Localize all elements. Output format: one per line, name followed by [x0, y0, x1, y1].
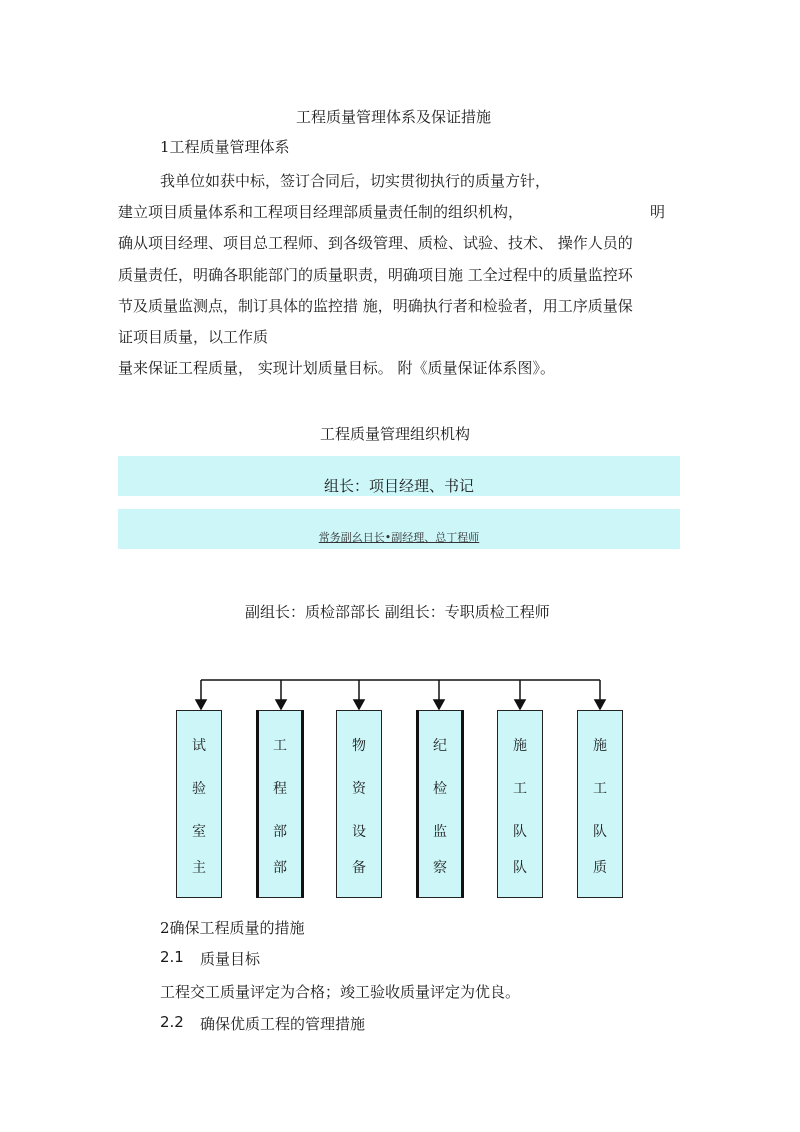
para-line-4: 质量责任，明确各职能部门的质量职责，明确项目施 工全过程中的质量监控环: [118, 266, 633, 284]
box-char: 工: [273, 738, 287, 754]
box-char: 设: [352, 824, 366, 840]
box-char: 备: [352, 860, 366, 876]
para-line-5: 节及质量监测点，制订具体的监控措 施，明确执行者和检验者，用工序质量保: [118, 297, 633, 315]
box-char: 纪: [433, 738, 447, 754]
dept-box-team-1: [497, 710, 543, 898]
dept-box-engineering: [256, 710, 304, 898]
leader-text: 组长：项目经理、书记: [323, 477, 474, 495]
para-line-3: 确从项目经理、项目总工程师、到各级管理、质检、试验、技术、 操作人员的: [118, 234, 633, 252]
box-char: 部: [273, 860, 287, 876]
s21-number: 2.1: [160, 948, 184, 966]
box-char: 程: [273, 781, 287, 797]
para-line-6: 证项目质量，以工作质: [118, 328, 269, 346]
s22-number: 2.2: [160, 1013, 184, 1031]
box-char: 验: [192, 781, 206, 797]
box-char: 施: [513, 738, 527, 754]
box-char: 试: [192, 738, 206, 754]
s22-title: 确保优质工程的管理措施: [200, 1015, 366, 1033]
box-char: 工: [513, 781, 527, 797]
box-char: 施: [593, 738, 607, 754]
para-line-2-tail: 明: [650, 203, 666, 221]
s21-title: 质量目标: [200, 950, 261, 968]
org-chart-title: 工程质量管理组织机构: [320, 425, 471, 443]
dept-box-team-2: [577, 710, 623, 898]
para-line-2: 建立项目质量体系和工程项目经理部质量责任制的组织机构，: [118, 203, 524, 221]
section1-heading: 1工程质量管理体系: [160, 138, 290, 156]
box-char: 监: [433, 824, 447, 840]
section2-heading: 2确保工程质量的措施: [160, 919, 305, 937]
box-char: 察: [433, 860, 447, 876]
vice-leader-text: 常务副幺日长•副经理、总丁程师: [318, 531, 480, 544]
box-char: 质: [593, 860, 607, 876]
box-char: 队: [513, 824, 527, 840]
page-title: 工程质量管理体系及保证措施: [296, 108, 492, 126]
box-char: 队: [513, 860, 527, 876]
dept-box-discipline: [416, 710, 464, 898]
box-char: 主: [192, 860, 206, 876]
para-line-7: 量来保证工程质量， 实现计划质量目标。 附《质量保证体系图》。: [118, 359, 556, 377]
dept-box-lab: [176, 710, 222, 898]
box-char: 检: [433, 781, 447, 797]
box-char: 队: [593, 824, 607, 840]
box-char: 部: [273, 824, 287, 840]
box-char: 室: [192, 824, 206, 840]
deputy-line: 副组长：质检部部长 副组长：专职质检工程师: [245, 603, 550, 621]
para-line-1: 我单位如获中标，签订合同后，切实贯彻执行的质量方针，: [160, 172, 551, 190]
box-char: 资: [352, 781, 366, 797]
dept-box-materials: [336, 710, 382, 898]
box-char: 物: [352, 738, 366, 754]
s21-text: 工程交工质量评定为合格；竣工验收质量评定为优良。: [160, 983, 521, 1001]
box-char: 工: [593, 781, 607, 797]
